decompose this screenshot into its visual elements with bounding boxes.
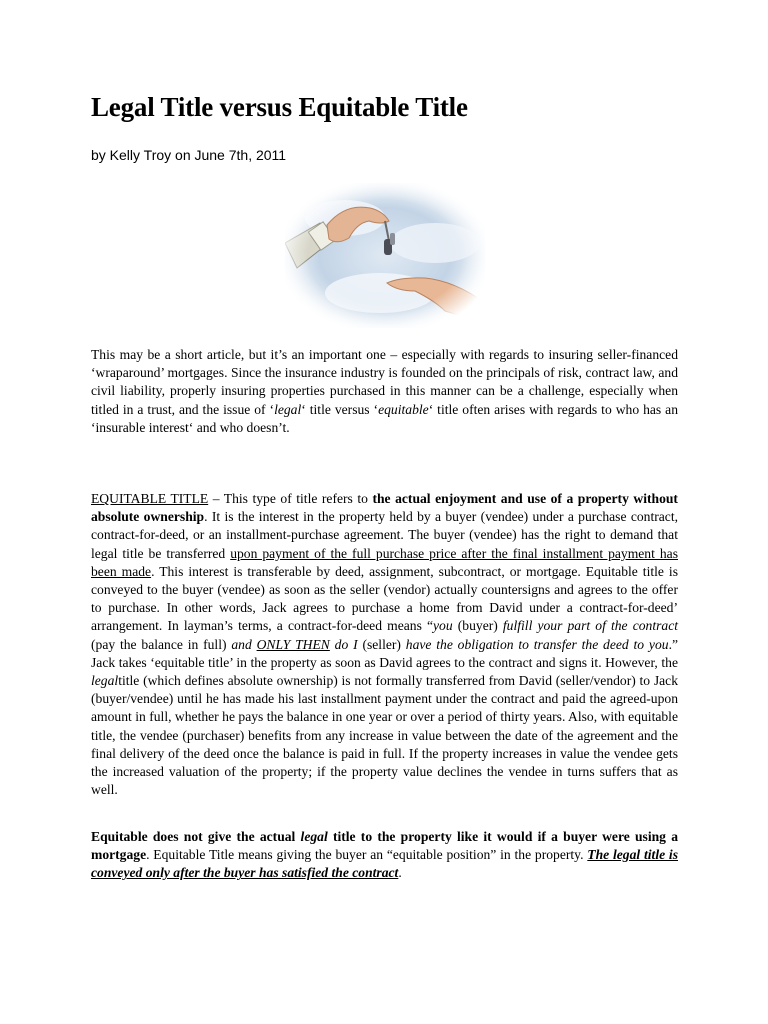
- p1-mid: ‘ title versus ‘: [301, 401, 379, 417]
- p1-end: ‘ title often arises with regards to who has an ‘insurable interest‘ and who doesn’t.: [91, 401, 678, 435]
- p3-bi: legal: [300, 829, 328, 844]
- p2-s3: . This interest is transferable by deed, assignment, subcontract, or mortgage. Equitable title is conveyed to the buyer (vendee) as soon as the seller (vendor) actually countersigns and agrees to the offer to purchase. In other words, Jack agrees to purchase a home from David under a contract-for-deed’ arrangement. In layman’s terms, a contract-for-deed means “: [91, 563, 678, 634]
- p2-bold1: the actual enjoyment and use of a property without absolute ownership: [91, 491, 678, 525]
- p1-text: This may be a short article, but it’s an important one – especially with regards to insuring seller-financed ‘wraparound’ mortgages. Since the insurance industry is founded on the principals of risk, contract law, and civil liability, properly insuring properties purchased in this manner can be a challenge, especially when titled in a trust, and the issue of ‘: [91, 347, 678, 417]
- equitable-title-heading: EQUITABLE TITLE: [91, 491, 209, 506]
- p2-i7: legal: [91, 673, 119, 689]
- p2-s5: (pay the balance in full): [91, 636, 232, 652]
- p2-underline1: upon payment of the full purchase price after the final installment payment has been made: [91, 545, 678, 579]
- p2-s1: This type of title refers to: [223, 491, 373, 506]
- p2-i6: have the obligation to transfer the deed to you: [405, 636, 669, 652]
- p3-s1: . Equitable Title means giving the buyer an “equitable position” in the property.: [146, 847, 588, 863]
- p2-s6: (seller): [357, 636, 406, 652]
- p3-s2: .: [398, 865, 402, 881]
- p2-i4u: ONLY THEN: [256, 636, 330, 652]
- p2-s8: title (which defines absolute ownership) is not formally transferred from David (seller/vendor) to Jack (buyer/vendee) until he has made his last installment payment under the contract and paid the agreed-upon amount in full, whether he pays the balance in one year or over a period of thirty years. Also, with equitable title, the vendee (purchaser) benefits from any increase in value between the date of the agreement and the final delivery of the deed once the balance is paid in full. If the property increases in value the vendee gets the increased valuation of the property; if the property value declines the vendee in turns suffers that as well.: [91, 673, 678, 798]
- article-byline: by Kelly Troy on June 7th, 2011: [91, 147, 287, 163]
- p2-i5: do I: [329, 636, 358, 652]
- p2-i2: fulfill your part of the contract: [502, 618, 679, 634]
- p1-legal: legal: [274, 401, 302, 417]
- equitable-title-paragraph: [91, 490, 678, 799]
- article-title: Legal Title versus Equitable Title: [91, 92, 468, 122]
- p2-s2: . It is the interest in the property held by a buyer (vendee) under a purchase contract, contract-for-deed, or an installment-purchase agreement. The buyer (vendee) has the right to demand that legal title be transferred: [91, 509, 678, 561]
- conclusion-paragraph: [91, 828, 678, 883]
- p2-s4: (buyer): [452, 618, 503, 634]
- p3-b2: title to the property like it would if a buyer were using a mortgage: [91, 829, 678, 863]
- p2-dash: –: [208, 491, 224, 506]
- p3-biu: The legal title is conveyed only after the buyer has satisfied the contract: [91, 847, 678, 881]
- p2-i3: and: [231, 636, 257, 652]
- p3-b1: Equitable does not give the actual: [91, 829, 301, 844]
- p2-s7: .” Jack takes ‘equitable title’ in the property as soon as David agrees to the contract and signs it. However, the: [91, 636, 678, 670]
- intro-paragraph: [91, 346, 678, 437]
- p1-equitable: equitable: [378, 401, 429, 417]
- hand-giving-keys-image: [285, 183, 485, 328]
- p2-i1: you: [433, 618, 453, 634]
